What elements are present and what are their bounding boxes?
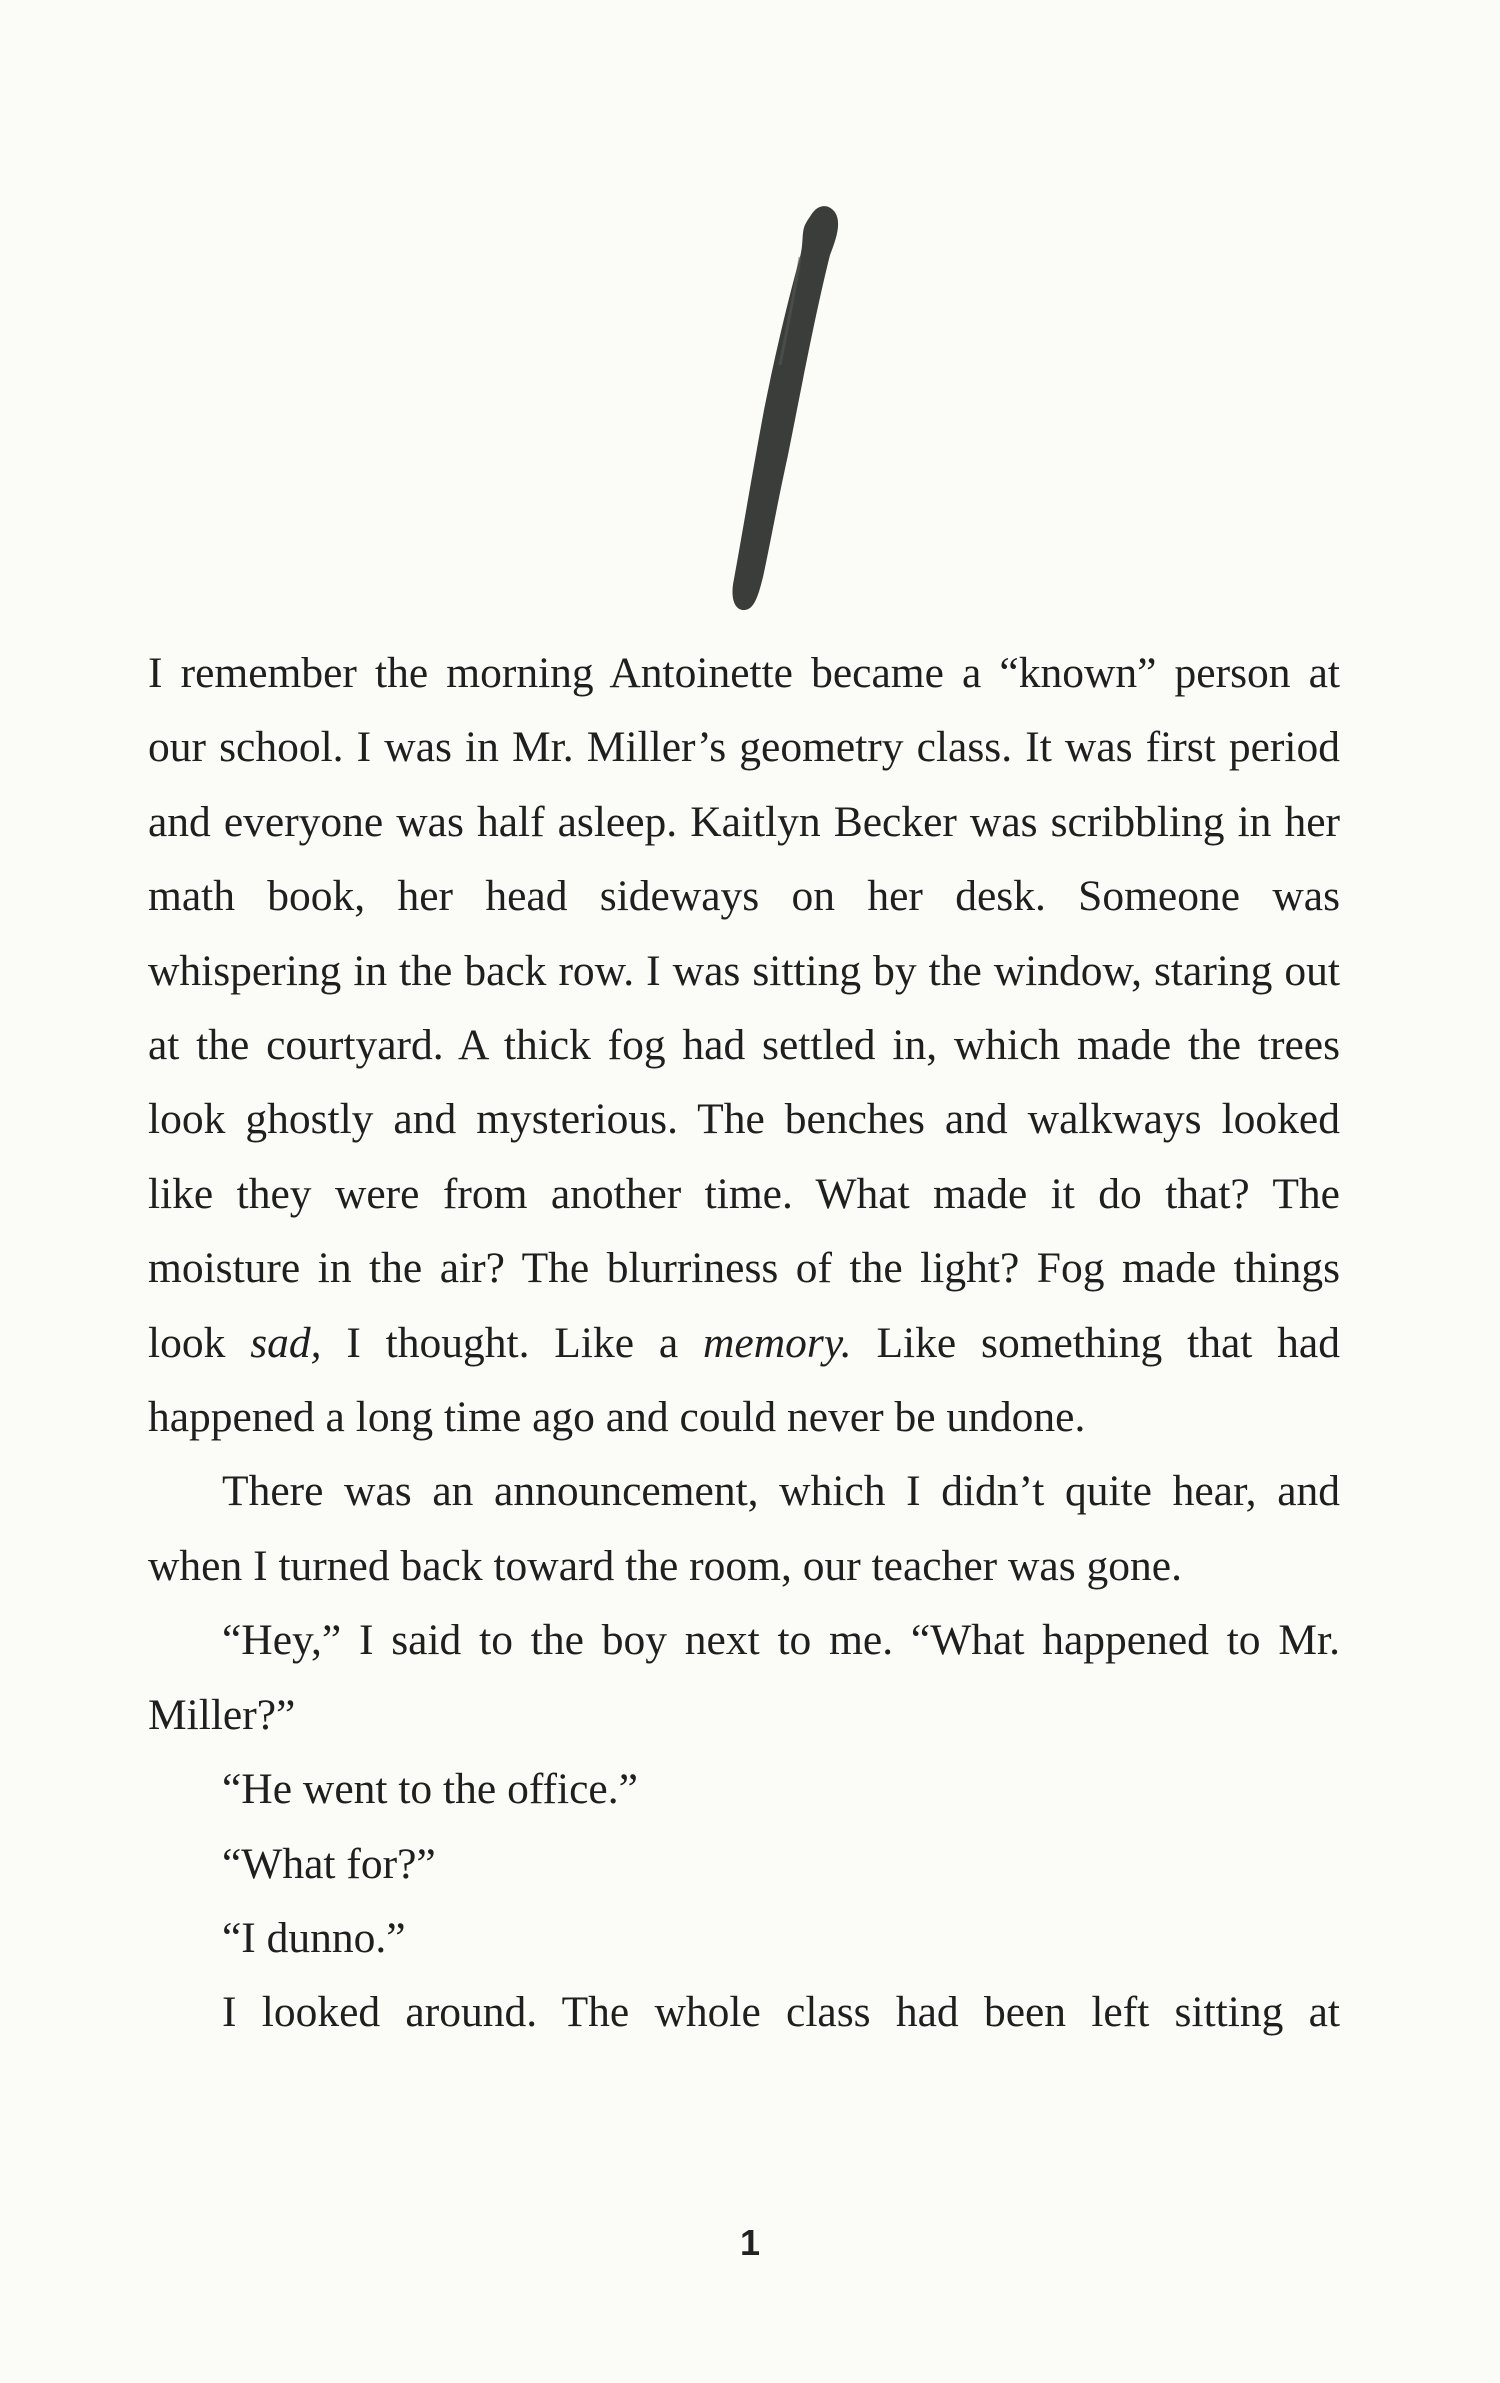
page-number: 1 [739, 2222, 761, 2263]
paragraph: I remember the morning Antoinette became a “known” person at our school. I was in Mr. Miller’s geometry class. It was first period and everyone was half asleep. Kaitlyn Becker was scribbling in her math book, her head sideways on her desk. Someone was whispering in the back row. I was sitting by the window, staring out at the courtyard. A thick fog had settled in, which made the trees look ghostly and mysterious. The benches and walkways looked like they were from another time. What made it do that? The moisture in the air? The blurriness of the light? Fog made things look sad, I thought. Like a memory. Like something that had happened a long time ago and could never be undone. [148, 649, 1340, 1442]
paragraph: “He went to the office.” [222, 1765, 638, 1814]
paragraph: There was an announcement, which I didn’t quite hear, and when I turned back toward the room, our teacher was gone. [148, 1467, 1340, 1590]
paragraph: I looked around. The whole class had been left sitting at [222, 1988, 1340, 2037]
chapter-number-brush-stroke-icon [660, 195, 860, 635]
paragraph: “What for?” [222, 1839, 436, 1888]
paragraph: “Hey,” I said to the boy next to me. “What happened to Mr. Miller?” [148, 1616, 1340, 1739]
chapter-text [148, 636, 1340, 2050]
paragraph: “I dunno.” [222, 1913, 406, 1962]
